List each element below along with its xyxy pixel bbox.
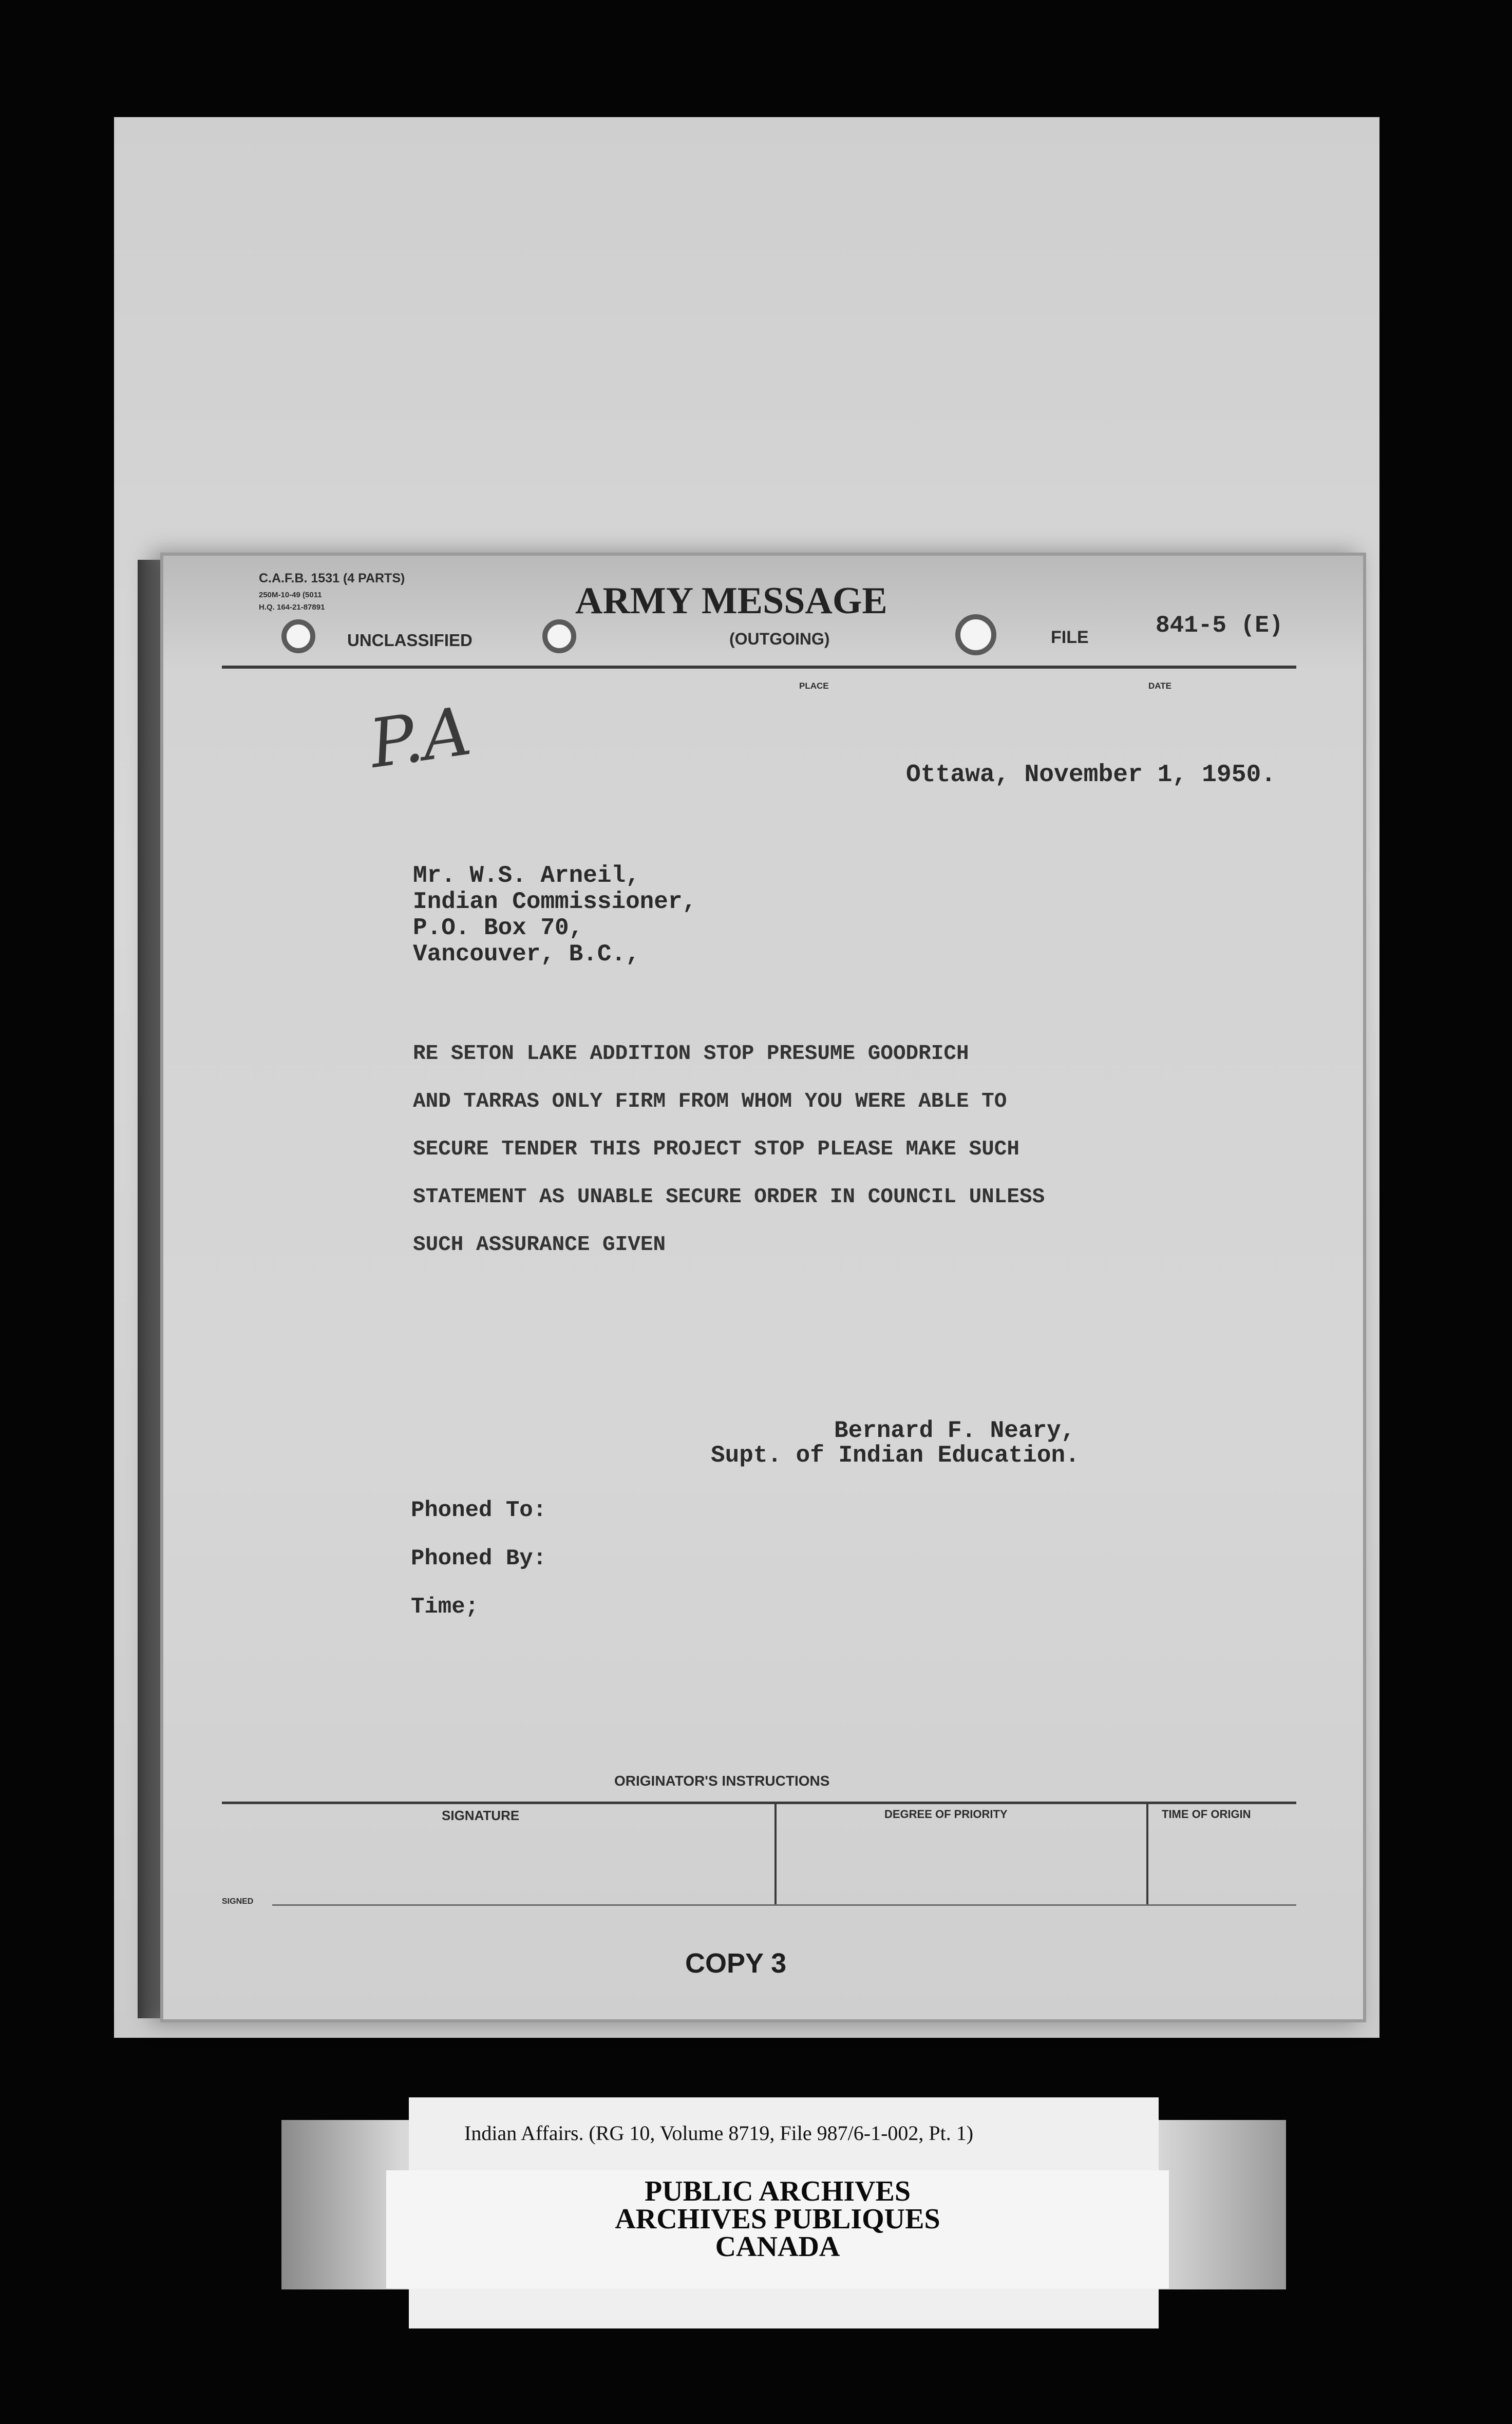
stamp-line-2: ARCHIVES PUBLIQUES (615, 2203, 940, 2235)
address-line: P.O. Box 70, (413, 915, 583, 941)
form-code: C.A.F.B. 1531 (4 PARTS) (259, 571, 405, 585)
form-subtitle: (OUTGOING) (729, 630, 830, 648)
body-line: STATEMENT AS UNABLE SECURE ORDER IN COUNCIL UNLESS (413, 1185, 1045, 1209)
punch-hole-right (955, 614, 996, 655)
stamp-line-3: CANADA (715, 2231, 840, 2263)
address-block (413, 863, 696, 968)
phoned-by: Phoned By: (411, 1546, 547, 1571)
message-body (413, 1030, 1045, 1269)
header-rule (222, 666, 1296, 669)
file-number: 841-5 (E) (1156, 612, 1283, 639)
address-line: Mr. W.S. Arneil, (413, 862, 640, 889)
print-line-1: 250M-10-49 (5011 (259, 591, 322, 599)
classification: UNCLASSIFIED (347, 631, 472, 650)
signed-label: SIGNED (222, 1897, 254, 1906)
col-priority: DEGREE OF PRIORITY (884, 1808, 1008, 1821)
phoned-to: Phoned To: (411, 1498, 547, 1523)
copy-label: COPY 3 (685, 1948, 787, 1979)
stamp-line-1: PUBLIC ARCHIVES (644, 2175, 911, 2207)
file-label: FILE (1051, 628, 1089, 647)
archive-reference: Indian Affairs. (RG 10, Volume 8719, File 987/6-1-002, Pt. 1) (464, 2122, 974, 2145)
place-label: PLACE (799, 681, 829, 691)
body-line: SECURE TENDER THIS PROJECT STOP PLEASE MAKE SUCH (413, 1138, 1019, 1161)
punch-hole-left (281, 619, 315, 653)
time-field: Time; (411, 1594, 479, 1620)
punch-hole-middle (542, 619, 576, 653)
signature-name: Bernard F. Neary, (834, 1417, 1075, 1444)
body-line: SUCH ASSURANCE GIVEN (413, 1233, 666, 1257)
address-line: Indian Commissioner, (413, 888, 697, 915)
address-line: Vancouver, B.C., (413, 941, 640, 968)
col-signature: SIGNATURE (442, 1808, 520, 1823)
handwritten-initials: P.A (365, 692, 476, 783)
place-date: Ottawa, November 1, 1950. (906, 761, 1276, 789)
signed-line (272, 1904, 1296, 1906)
col-time-origin: TIME OF ORIGIN (1162, 1808, 1251, 1821)
form-title: ARMY MESSAGE (575, 580, 887, 622)
signature-title: Supt. of Indian Education. (711, 1442, 1080, 1469)
date-label: DATE (1148, 681, 1172, 691)
body-line: RE SETON LAKE ADDITION STOP PRESUME GOODRICH (413, 1042, 969, 1066)
body-line: AND TARRAS ONLY FIRM FROM WHOM YOU WERE ABLE TO (413, 1090, 1007, 1113)
table-divider-2 (1146, 1802, 1148, 1904)
archive-stamp-text (386, 2177, 1169, 2261)
table-divider-1 (774, 1802, 777, 1904)
table-top-rule (222, 1802, 1296, 1804)
instructions-heading: ORIGINATOR'S INSTRUCTIONS (614, 1773, 830, 1789)
print-line-2: H.Q. 164-21-87891 (259, 603, 325, 612)
